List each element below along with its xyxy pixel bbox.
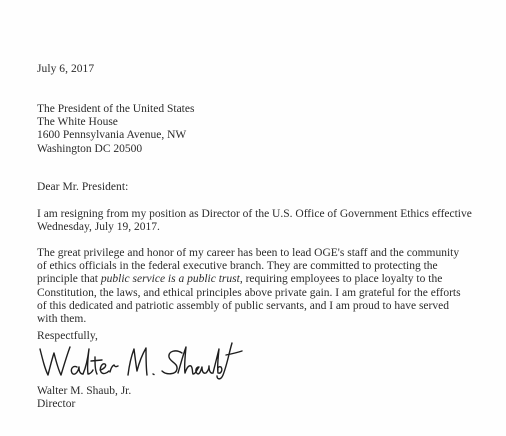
paragraph-line: with them. xyxy=(37,313,87,326)
text-segment: , requiring employees to place loyalty to the xyxy=(239,273,443,286)
signer-name: Walter M. Shaub, Jr. xyxy=(37,385,132,397)
italic-phrase: public service is a public trust xyxy=(100,273,240,286)
address-line: 1600 Pennsylvania Avenue, NW xyxy=(37,129,187,142)
address-line: The White House xyxy=(37,116,118,129)
closing: Respectfully, xyxy=(37,330,98,342)
signature-block xyxy=(37,385,131,411)
paragraph-line: of ethics officials in the federal executive branch. They are committed to protecting the xyxy=(37,260,438,273)
recipient-address xyxy=(37,103,194,156)
paragraph-line: The great privilege and honor of my career has been to lead OGE's staff and the community xyxy=(37,247,460,259)
signer-title: Director xyxy=(37,398,76,411)
handwritten-signature xyxy=(36,337,246,383)
address-line: Washington DC 20500 xyxy=(37,142,143,155)
address-line: The President of the United States xyxy=(37,103,195,115)
paragraph-gratitude xyxy=(37,247,461,326)
paragraph-line: Wednesday, July 19, 2017. xyxy=(37,221,160,234)
text-segment: principle that xyxy=(37,273,101,286)
paragraph-line: of this dedicated and patriotic assembly of public servants, and I am proud to have served xyxy=(37,299,449,312)
paragraph-line: I am resigning from my position as Director of the U.S. Office of Government Ethics effective xyxy=(37,208,472,220)
paragraph-line: Constitution, the laws, and ethical principles above private gain. I am grateful for the efforts xyxy=(37,286,461,299)
salutation: Dear Mr. President: xyxy=(37,181,129,193)
letter-date: July 6, 2017 xyxy=(37,63,95,75)
paragraph-line-with-italic xyxy=(37,273,461,286)
paragraph-resignation xyxy=(37,208,472,234)
